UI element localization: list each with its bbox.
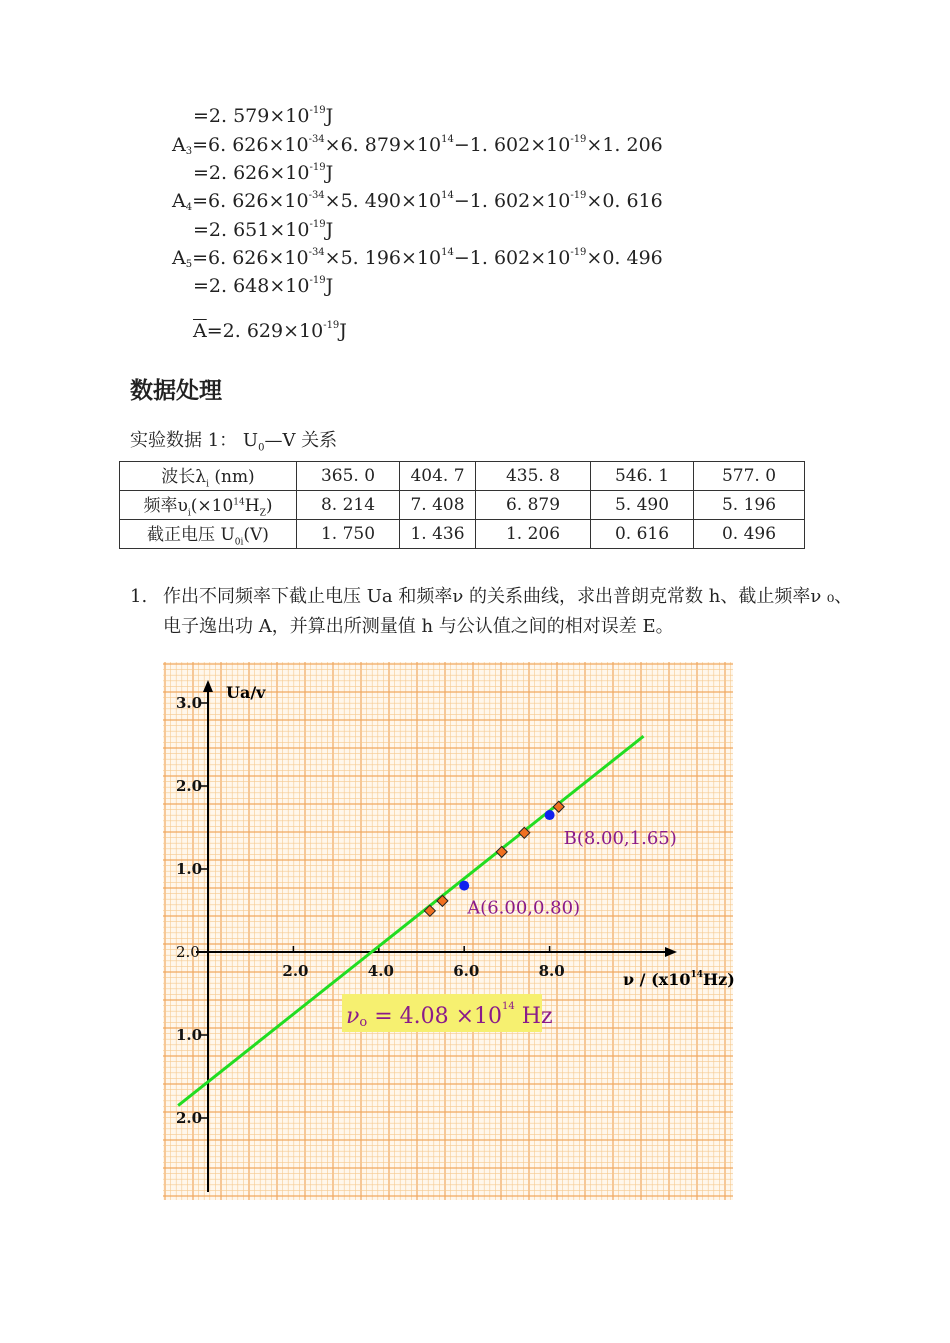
row-label: 频率$\upsilon_i(\times 10^{14}H_Z)$ — [120, 491, 297, 520]
table-cell: 1. 206 — [476, 520, 591, 549]
y-tick-label: 3.0 — [176, 694, 203, 712]
row-label: 波长$\lambda_i$ (nm) — [120, 462, 297, 491]
x-axis-label: ν / $(x10^{14}Hz)$ — [623, 970, 735, 989]
table-cell: 435. 8 — [476, 462, 591, 491]
x-tick-label: 8.0 — [538, 962, 565, 980]
y-tick-label: 2.0 — [176, 943, 200, 961]
y-tick-label: 2.0 — [176, 777, 203, 795]
marked-point-a — [459, 881, 469, 891]
calc-line-1: =2. $579\times 10^{-19}J$ — [193, 105, 334, 127]
calc-line-7: =2. $648\times 10^{-19}J$ — [193, 275, 334, 297]
y-tick-label: 1.0 — [176, 1026, 203, 1044]
calc-line-3: =2. $626\times 10^{-19}J$ — [193, 162, 334, 184]
table-cell: 365. 0 — [297, 462, 400, 491]
table-cell: 1. 436 — [400, 520, 476, 549]
marked-point-label: A(6.00,0.80) — [467, 897, 581, 919]
table-cell: 8. 214 — [297, 491, 400, 520]
task-text: 作出不同频率下截止电压 Ua 和频率ν 的关系曲线，求出普朗克常数 h、截止频率ν ₀、电子逸出功 A，并算出所测量值 h 与公认值之间的相对误差 E。 — [163, 586, 853, 637]
y-tick-label: 2.0 — [176, 1109, 203, 1127]
calc-line-a5: $A_5=6$. $626\times 10^{-34}\times 5$. $196\times 10^{14}-1$. $602\times 10^{-19}\times 0$. 496 — [172, 247, 663, 270]
y-tick-label: 1.0 — [176, 860, 203, 878]
marked-point-label: B(8.00,1.65) — [563, 828, 677, 850]
row-label: 截正电压 $U_{0i}(V)$ — [120, 520, 297, 549]
calc-line-a3: $A_3=6$. $626\times 10^{-34}\times 6$. $879\times 10^{14}-1$. $602\times 10^{-19}\times 1$. 206 — [172, 134, 663, 157]
x-tick-label: 6.0 — [453, 962, 480, 980]
marked-point-b — [545, 810, 555, 820]
y-axis-label: Ua/v — [226, 683, 266, 702]
table-cell: 0. 496 — [694, 520, 805, 549]
table-caption: 实验数据 1： $U_0—V$ 关系 — [130, 430, 338, 454]
calc-line-a4: $A_4=6$. $626\times 10^{-34}\times 5$. $490\times 10^{14}-1$. $602\times 10^{-19}\times 0$. 616 — [172, 190, 663, 213]
table-cell: 1. 750 — [297, 520, 400, 549]
calc-line-5: =2. $651\times 10^{-19}J$ — [193, 219, 334, 241]
table-cell: 546. 1 — [591, 462, 694, 491]
table-cell: 5. 196 — [694, 491, 805, 520]
section-title: 数据处理 — [130, 378, 222, 404]
task-number: 1. — [130, 586, 148, 607]
x-tick-label: 4.0 — [367, 962, 394, 980]
average-work-function: $\overline{A}=2$. $629\times 10^{-19}J$ — [193, 320, 347, 342]
table-cell: 6. 879 — [476, 491, 591, 520]
table-cell: 5. 490 — [591, 491, 694, 520]
table-cell: 0. 616 — [591, 520, 694, 549]
cutoff-frequency-annotation: $\nu o = 4.08 \times 10^{14}$ Hz — [346, 1001, 553, 1030]
table-cell: 404. 7 — [400, 462, 476, 491]
x-tick-label: 2.0 — [282, 962, 309, 980]
table-cell: 577. 0 — [694, 462, 805, 491]
table-cell: 7. 408 — [400, 491, 476, 520]
